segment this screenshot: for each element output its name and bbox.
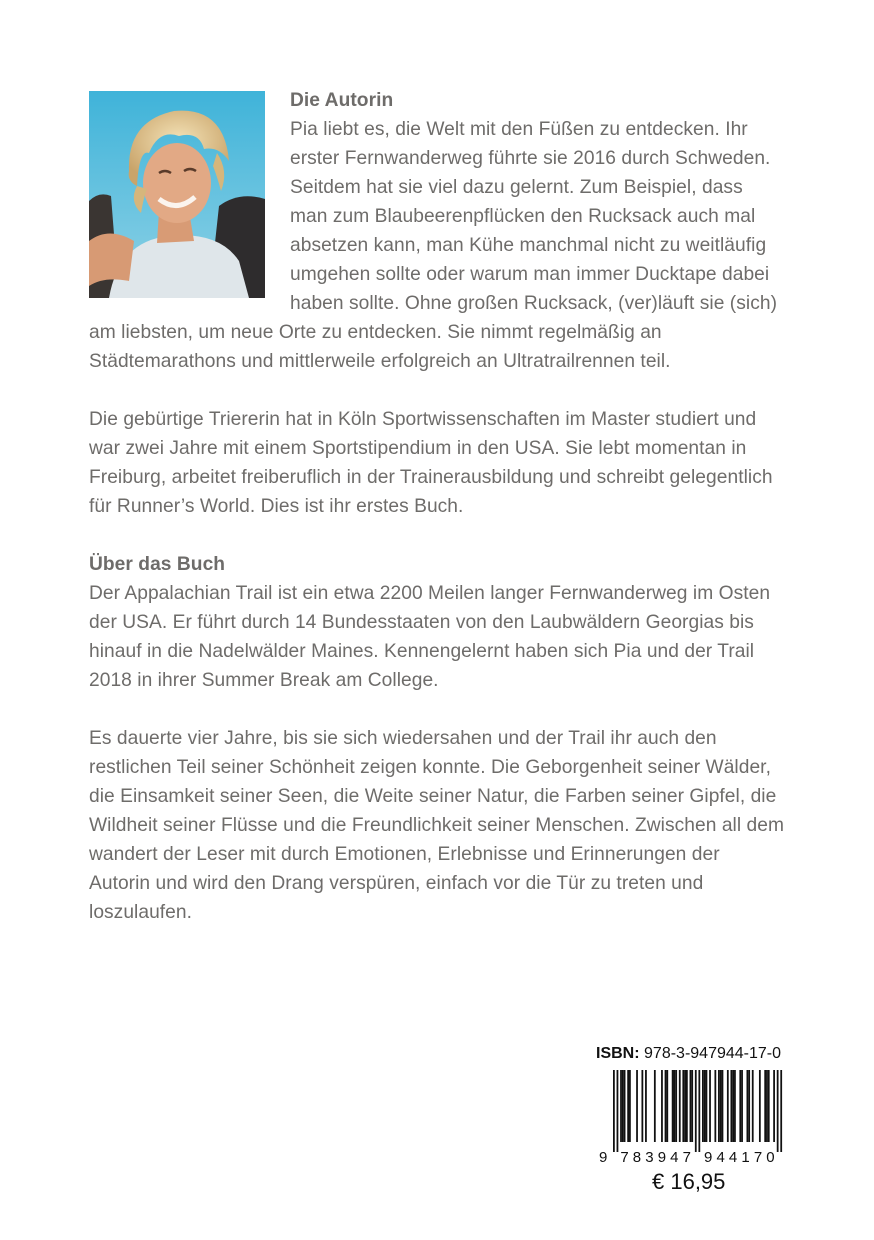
barcode-bar	[661, 1070, 663, 1142]
price: € 16,95	[652, 1169, 726, 1194]
barcode-bar	[686, 1070, 688, 1142]
isbn-value: 978-3-947944-17-0	[644, 1045, 782, 1062]
barcode-bar	[714, 1070, 716, 1142]
author-paragraph-2: Die gebürtige Triererin hat in Köln Sportwissenschaften im Master studiert und war zwei Jahre mit einem Sportstipendium in den USA. Sie lebt momentan in Freiburg, arbeitet freiberuflich in der Trainerausbildung und schreibt gelegentlich für Runner’s World. Dies ist ihr erstes Buch.	[89, 409, 773, 517]
author-paragraph-1: Pia liebt es, die Welt mit den Füßen zu entdecken. Ihr erster Fernwanderweg führte sie 2016 durch Schweden. Seitdem hat sie viel dazu gelernt. Zum Beispiel, dass man zum Blaubeerenpflücken den Rucksack auch mal absetzen kann, man Kühe manchmal nicht zu weitläufig umgehen sollte oder warum man immer Ducktape dabei haben sollte. Ohne großen Rucksack, (ver)läuft sie (sich) am liebsten, um neue Orte zu entdecken. Sie nimmt regelmäßig an Städtemarathons und mittlerweile erfolgreich an Ultratrailrennen teil.	[89, 119, 778, 372]
barcode-bar	[679, 1070, 681, 1142]
barcode-bar	[641, 1070, 643, 1142]
book-paragraph-1: Der Appalachian Trail ist ein etwa 2200 Meilen langer Fernwanderweg im Osten der USA. Er führt durch 14 Bundesstaaten von den Laubwäldern Georgias bis hinauf in die Nadelwälder Maines. Kennengelernt haben sich Pia und der Trail 2018 in ihrer Summer Break am College.	[89, 583, 771, 691]
barcode-bar	[682, 1070, 684, 1142]
barcode-bar	[704, 1070, 706, 1142]
barcode-bar	[734, 1070, 736, 1142]
barcode-bar	[730, 1070, 732, 1142]
photo-spacer	[89, 86, 265, 296]
book-paragraph-2: Es dauerte vier Jahre, bis sie sich wiedersahen und der Trail ihr auch den restlichen Teil seiner Schönheit zeigen konnte. Die Geborgenheit seiner Wälder, die Einsamkeit seiner Seen, die Weite seiner Natur, die Farben seiner Gipfel, die Wildheit seiner Flüsse und die Freundlichkeit seiner Menschen. Zwischen all dem wandert der Leser mit durch Emotionen, Erlebnisse und Erinnerungen der Autorin und wird den Drang verspüren, einfach vor die Tür zu treten und loszulaufen.	[89, 728, 785, 923]
barcode	[596, 1068, 788, 1164]
barcode-bar	[739, 1070, 741, 1142]
text-block	[89, 86, 785, 927]
barcode-bar	[709, 1070, 711, 1142]
barcode-bar	[780, 1070, 782, 1152]
barcode-bar	[690, 1070, 692, 1142]
barcode-digit: 4	[670, 1149, 679, 1164]
barcode-bar	[752, 1070, 754, 1142]
barcode-bar	[617, 1070, 619, 1152]
barcode-bar	[718, 1070, 720, 1142]
barcode-bar	[629, 1070, 631, 1142]
barcode-bar	[759, 1070, 761, 1142]
barcode-bar	[624, 1070, 626, 1142]
barcode-bar	[732, 1070, 734, 1142]
barcode-bar	[622, 1070, 624, 1142]
barcode-digit: 4	[716, 1149, 725, 1164]
book-heading: Über das Buch	[89, 554, 226, 575]
barcode-bar	[666, 1070, 668, 1142]
barcode-bar	[636, 1070, 638, 1142]
barcode-bar	[645, 1070, 647, 1142]
barcode-bar	[722, 1070, 724, 1142]
barcode-bar	[672, 1070, 674, 1142]
barcode-bar	[764, 1070, 766, 1142]
barcode-digit: 7	[753, 1149, 763, 1164]
barcode-bar	[684, 1070, 686, 1142]
isbn-line	[596, 1043, 788, 1065]
barcode-bar	[766, 1070, 768, 1142]
barcode-digit: 0	[766, 1149, 775, 1164]
barcode-bar	[674, 1070, 676, 1142]
barcode-bar	[720, 1070, 722, 1142]
barcode-digit: 9	[704, 1149, 713, 1164]
barcode-bar	[698, 1070, 700, 1152]
barcode-bar	[695, 1070, 697, 1152]
barcode-bar	[741, 1070, 743, 1142]
barcode-bar	[613, 1070, 615, 1152]
isbn-label: ISBN:	[596, 1045, 640, 1062]
barcode-digit: 9	[657, 1149, 667, 1164]
barcode-digit: 9	[599, 1149, 608, 1164]
barcode-digit: 7	[620, 1149, 629, 1164]
barcode-bar	[777, 1070, 779, 1152]
barcode-bar	[727, 1070, 729, 1142]
barcode-bar	[665, 1070, 667, 1142]
barcode-bar	[768, 1070, 770, 1142]
barcode-bar	[691, 1070, 693, 1142]
barcode-digit: 8	[632, 1149, 642, 1164]
barcode-bar	[627, 1070, 629, 1142]
barcode-digit: 1	[741, 1149, 750, 1164]
isbn-block	[596, 1043, 788, 1164]
barcode-bar	[620, 1070, 622, 1142]
barcode-bar	[675, 1070, 677, 1142]
barcode-bar	[702, 1070, 704, 1142]
barcode-bar	[747, 1070, 749, 1142]
barcode-bar	[654, 1070, 656, 1142]
barcode-digit: 3	[645, 1149, 654, 1164]
barcode-bar	[748, 1070, 750, 1142]
barcode-bar	[773, 1070, 775, 1142]
barcode-digit: 4	[728, 1149, 738, 1164]
barcode-digit: 7	[682, 1149, 691, 1164]
barcode-bar	[706, 1070, 708, 1142]
author-heading: Die Autorin	[290, 90, 394, 111]
